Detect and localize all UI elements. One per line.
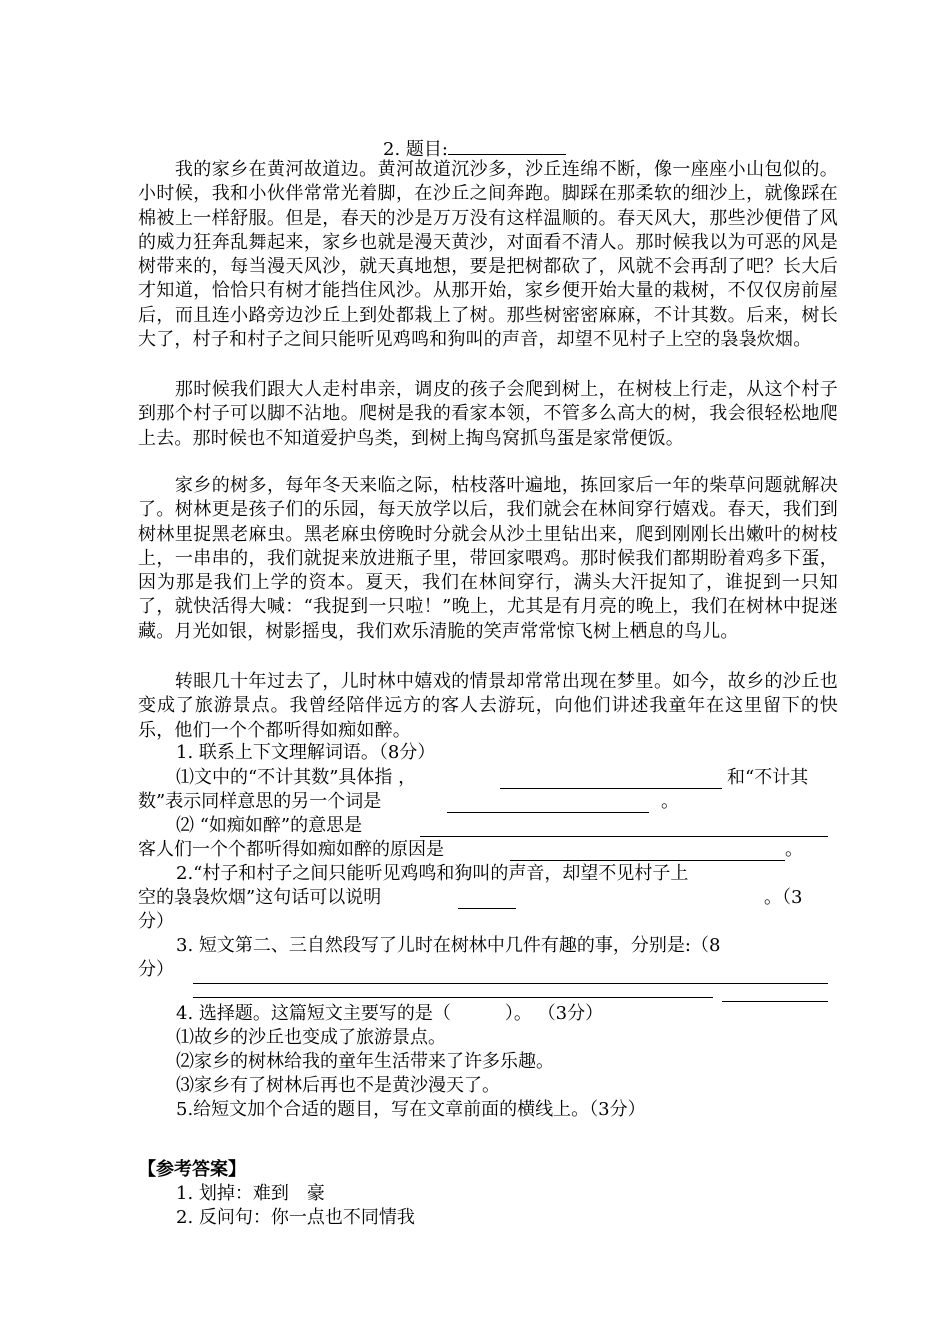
question-1-2-text-b: 客人们一个个都听得如痴如醉的原因是 [138, 839, 444, 860]
question-2-text-d: 分） [138, 911, 174, 932]
question-1-2-text: ⑵ “如痴如醉”的意思是 [176, 815, 363, 836]
question-1-1-end: 。 [661, 791, 679, 812]
question-3-text-b: 分） [138, 959, 174, 980]
question-5-text: 5.给短文加个合适的题目，写在文章前面的横线上。（3分） [176, 1099, 646, 1120]
question-1-2-end: 。 [785, 839, 803, 860]
answers-heading: 【参考答案】 [138, 1159, 246, 1180]
question-2-text-b: 空的袅袅炊烟”这句话可以说明 [138, 887, 382, 908]
answer-blank-7[interactable] [193, 997, 713, 998]
question-4-option-3: ⑶家乡有了树林后再也不是黄沙漫天了。 [176, 1075, 500, 1096]
question-4-option-2: ⑵家乡的树林给我的童年生活带来了许多乐趣。 [176, 1051, 554, 1072]
answer-blank-2[interactable] [447, 812, 649, 813]
paragraph-1: 我的家乡在黄河故道边。黄河故道沉沙多，沙丘连绵不断，像一座座小山包似的。小时候，我和小伙伴常常光着脚，在沙丘之间奔跑。脚踩在那柔软的细沙上，就像踩在棉被上一样舒服。但是，春天的沙是万万没有这样温顺的。春天风大，那些沙便借了风的威力狂奔乱舞起来，家乡也就是漫天黄沙，对面看不清人。那时候我以为可恶的风是树带来的，每当漫天风沙，就天真地想，要是把树都砍了，风就不会再刮了吧？长大后才知道，恰恰只有树才能挡住风沙。从那开始，家乡便开始大量的栽树，不仅仅房前屋后，而且连小路旁边沙丘上到处都栽上了树。那些树密密麻麻，不计其数。后来，树长大了，村子和村子之间只能听见鸡鸣和狗叫的声音，却望不见村子上空的袅袅炊烟。 [138, 159, 838, 351]
question-1-title: 1. 联系上下文理解词语。（8分） [176, 742, 436, 763]
answer-2: 2. 反问句：你一点也不同情我 [176, 1207, 415, 1228]
paragraph-2: 那时候我们跟大人走村串亲，调皮的孩子会爬到树上，在树枝上行走，从这个村子到那个村子可以脚不沾地。爬树是我的看家本领，不管多么高大的树，我会很轻松地爬上去。那时候也不知道爱护鸟类，到树上掏鸟窝抓鸟蛋是家常便饭。 [138, 379, 838, 449]
question-1-1-text-c: 数”表示同样意思的另一个词是 [138, 791, 382, 812]
question-1-1-text: ⑴文中的“不计其数”具体指 ， [176, 767, 417, 788]
answer-1: 1. 划掉：难到 豪 [176, 1183, 325, 1204]
paragraph-3: 家乡的树多，每年冬天来临之际，枯枝落叶遍地，拣回家后一年的柴草问题就解决了。树林更是孩子们的乐园，每天放学以后，我们就会在林间穿行嬉戏。春天，我们到树林里捉黑老麻虫。黑老麻虫傍晚时分就会从沙土里钻出来，爬到刚刚长出嫩叶的树枝上，一串串的，我们就捉来放进瓶子里，带回家喂鸡。那时候我们都期盼着鸡多下蛋，因为那是我们上学的资本。夏天，我们在林间穿行，满头大汗捉知了，谁捉到一只知了，就快活得大喊：“我捉到一只啦！”晚上，尤其是有月亮的晚上，我们在树林中捉迷藏。月光如银，树影摇曳，我们欢乐清脆的笑声常常惊飞树上栖息的鸟儿。 [138, 475, 838, 642]
question-1-1-text-b: 和“不计其 [727, 767, 809, 788]
answer-blank-8[interactable] [722, 1001, 828, 1002]
title-blank[interactable] [448, 136, 566, 155]
answer-blank-6[interactable] [193, 983, 828, 984]
answer-blank-3[interactable] [420, 836, 828, 837]
answer-blank-1[interactable] [500, 788, 722, 789]
question-2-text-c: 。（3 [764, 887, 803, 908]
question-4-option-1: ⑴故乡的沙丘也变成了旅游景点。 [176, 1027, 446, 1048]
question-3-text-a: 3. 短文第二、三自然段写了儿时在树林中几件有趣的事，分别是:（8 [176, 935, 721, 956]
answer-blank-5[interactable] [458, 908, 516, 909]
paragraph-4: 转眼几十年过去了，儿时林中嬉戏的情景却常常出现在梦里。如今，故乡的沙丘也变成了旅游景点。我曾经陪伴远方的客人去游玩，向他们讲述我童年在这里留下的快乐，他们一个个都听得如痴如醉。 [138, 671, 838, 741]
title-prefix: 2. 题目: [383, 139, 448, 160]
question-2-text-a: 2.“村子和村子之间只能听见鸡鸣和狗叫的声音，却望不见村子上 [176, 863, 689, 884]
answer-blank-4[interactable] [510, 860, 785, 861]
question-4-text: 4. 选择题。这篇短文主要写的是（ ）。 （3分） [176, 1003, 604, 1024]
